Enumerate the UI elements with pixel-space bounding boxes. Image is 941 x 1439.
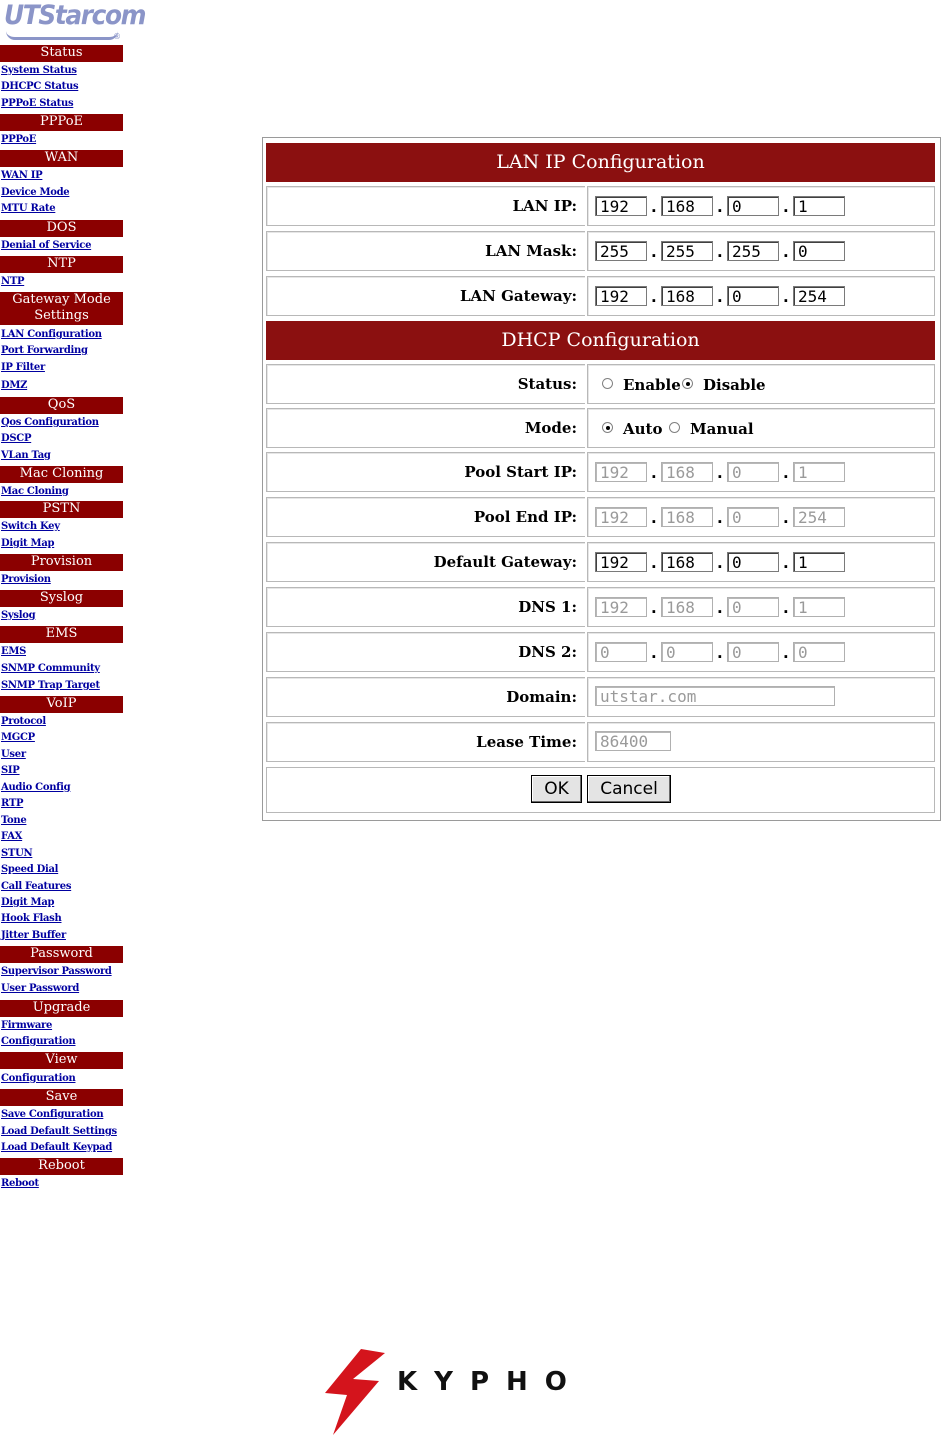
sidebar-link-pppoe-status[interactable]: PPPoE Status	[1, 98, 74, 109]
sidebar-link-dhcpc-status[interactable]: DHCPC Status	[1, 81, 79, 92]
default-gateway-label: Default Gateway:	[433, 553, 577, 571]
sidebar-header-upgrade: Upgrade	[0, 1000, 123, 1017]
sidebar-link-provision[interactable]: Provision	[1, 574, 51, 585]
lan-ip-octet-2[interactable]	[661, 196, 713, 216]
dhcp-mode-row	[266, 408, 935, 448]
sidebar-link-stun[interactable]: STUN	[1, 848, 33, 859]
sidebar-link-supervisor-password[interactable]: Supervisor Password	[1, 966, 112, 977]
dns1-octet-2[interactable]	[661, 597, 713, 617]
default-gateway-octet-3[interactable]	[727, 552, 779, 572]
sidebar-link-upgrade-configuration[interactable]: Configuration	[1, 1036, 76, 1047]
sidebar-link-load-default-settings[interactable]: Load Default Settings	[1, 1126, 117, 1137]
sidebar-link-syslog[interactable]: Syslog	[1, 610, 36, 621]
sidebar-link-ems[interactable]: EMS	[1, 646, 27, 657]
pool-end-octet-3[interactable]	[727, 507, 779, 527]
sidebar-link-firmware[interactable]: Firmware	[1, 1020, 53, 1031]
pool-start-octet-1[interactable]	[595, 462, 647, 482]
lan-mask-octet-4[interactable]	[793, 241, 845, 261]
pool-start-octet-4[interactable]	[793, 462, 845, 482]
lan-dhcp-config-form	[262, 137, 941, 821]
sidebar-link-switch-key[interactable]: Switch Key	[1, 521, 60, 532]
registered-mark: ®	[113, 32, 121, 41]
sidebar-link-hook-flash[interactable]: Hook Flash	[1, 913, 62, 924]
form-buttons-row	[266, 767, 935, 813]
sidebar-link-ip-filter[interactable]: IP Filter	[1, 362, 45, 373]
domain-row	[266, 677, 935, 717]
sidebar-header-ntp: NTP	[0, 256, 123, 273]
ok-button[interactable]: OK	[531, 775, 582, 803]
pool-start-ip-label: Pool Start IP:	[464, 463, 577, 481]
sidebar-header-dos: DOS	[0, 220, 123, 237]
sidebar-link-load-default-keypad[interactable]: Load Default Keypad	[1, 1142, 113, 1153]
sidebar-link-device-mode[interactable]: Device Mode	[1, 187, 70, 198]
lan-ip-row: LAN IP: 192 . 168 . 0 . 1	[266, 186, 935, 226]
sidebar-link-user-password[interactable]: User Password	[1, 983, 80, 994]
dns1-octet-4[interactable]	[793, 597, 845, 617]
sidebar-link-tone[interactable]: Tone	[1, 815, 27, 826]
dhcp-mode-auto-label: Auto	[623, 420, 663, 438]
sidebar-link-dscp[interactable]: DSCP	[1, 433, 32, 444]
lan-ip-configuration-title: LAN IP Configuration	[266, 143, 935, 182]
sidebar-header-pstn: PSTN	[0, 501, 123, 518]
dns1-octet-1[interactable]	[595, 597, 647, 617]
sidebar-link-protocol[interactable]: Protocol	[1, 716, 46, 727]
pool-end-octet-2[interactable]	[661, 507, 713, 527]
lan-mask-row: LAN Mask: 255 . 255 . 255 . 0	[266, 231, 935, 271]
sidebar-header-voip: VoIP	[0, 696, 123, 713]
sidebar-header-mac-cloning: Mac Cloning	[0, 466, 123, 483]
sidebar-link-view-configuration[interactable]: Configuration	[1, 1073, 76, 1084]
sidebar-link-snmp-community[interactable]: SNMP Community	[1, 663, 100, 674]
pool-end-ip-label: Pool End IP:	[473, 508, 577, 526]
sidebar-link-user[interactable]: User	[1, 749, 26, 760]
lan-ip-octet-3[interactable]	[727, 196, 779, 216]
lan-mask-label: LAN Mask:	[485, 242, 577, 260]
sidebar-link-system-status[interactable]: System Status	[1, 65, 77, 76]
lan-mask-octet-3[interactable]	[727, 241, 779, 261]
sidebar-link-jitter-buffer[interactable]: Jitter Buffer	[1, 930, 66, 941]
sidebar-link-snmp-trap-target[interactable]: SNMP Trap Target	[1, 680, 100, 691]
lan-ip-octet-4[interactable]	[793, 196, 845, 216]
sidebar-header-syslog: Syslog	[0, 590, 123, 607]
sidebar-header-status: Status	[0, 45, 123, 62]
lan-gateway-octet-2[interactable]	[661, 286, 713, 306]
sidebar-link-voip-digit-map[interactable]: Digit Map	[1, 897, 55, 908]
default-gateway-octet-2[interactable]	[661, 552, 713, 572]
utstarcom-logo	[0, 0, 146, 44]
sidebar-link-lan-configuration[interactable]: LAN Configuration	[1, 329, 102, 340]
domain-label: Domain:	[506, 688, 577, 706]
dhcp-status-row	[266, 364, 935, 404]
sidebar-header-wan: WAN	[0, 150, 123, 167]
sidebar-link-audio-config[interactable]: Audio Config	[1, 782, 71, 793]
sidebar	[0, 0, 146, 1189]
sidebar-link-dmz[interactable]: DMZ	[1, 380, 28, 391]
sidebar-link-speed-dial[interactable]: Speed Dial	[1, 864, 59, 875]
sidebar-header-ems: EMS	[0, 626, 123, 643]
dns2-octet-1[interactable]	[595, 642, 647, 662]
sidebar-link-ntp[interactable]: NTP	[1, 276, 25, 287]
pool-start-octet-3[interactable]	[727, 462, 779, 482]
dhcp-mode-manual-label: Manual	[690, 420, 754, 438]
sidebar-header-provision: Provision	[0, 554, 123, 571]
logo-swoosh	[6, 31, 118, 40]
dhcp-status-enable-label: Enable	[623, 376, 681, 394]
sidebar-link-reboot[interactable]: Reboot	[1, 1178, 39, 1189]
sidebar-header-password: Password	[0, 946, 123, 963]
sidebar-link-sip[interactable]: SIP	[1, 765, 20, 776]
lan-gateway-octet-1[interactable]	[595, 286, 647, 306]
sidebar-link-call-features[interactable]: Call Features	[1, 881, 72, 892]
dhcp-status-disable-label: Disable	[703, 376, 766, 394]
sidebar-link-wan-ip[interactable]: WAN IP	[1, 170, 43, 181]
pool-end-ip-row: Pool End IP: 192 . 168 . 0 . 254	[266, 497, 935, 537]
default-gateway-row: Default Gateway: 192 . 168 . 0 . 1	[266, 542, 935, 582]
default-gateway-octet-1[interactable]	[595, 552, 647, 572]
lan-gateway-label: LAN Gateway:	[459, 287, 577, 305]
sidebar-link-pstn-digit-map[interactable]: Digit Map	[1, 538, 55, 549]
sidebar-link-rtp[interactable]: RTP	[1, 798, 24, 809]
dns2-octet-4[interactable]	[793, 642, 845, 662]
lan-mask-octet-2[interactable]	[661, 241, 713, 261]
sidebar-link-port-forwarding[interactable]: Port Forwarding	[1, 345, 88, 356]
dhcp-status-enable-radio[interactable]	[602, 378, 613, 389]
sidebar-link-denial-of-service[interactable]: Denial of Service	[1, 240, 92, 251]
sidebar-link-mgcp[interactable]: MGCP	[1, 732, 35, 743]
pool-start-octet-2[interactable]	[661, 462, 713, 482]
lan-gateway-octet-3[interactable]	[727, 286, 779, 306]
dhcp-mode-manual-radio[interactable]	[669, 422, 680, 433]
lan-ip-label: LAN IP:	[512, 197, 577, 215]
sidebar-header-reboot: Reboot	[0, 1158, 123, 1175]
dns1-row: DNS 1: 192 . 168 . 0 . 1	[266, 587, 935, 627]
lease-time-label: Lease Time:	[476, 733, 577, 751]
dns2-octet-2[interactable]	[661, 642, 713, 662]
sidebar-header-qos: QoS	[0, 397, 123, 414]
dhcp-mode-auto-radio[interactable]	[602, 422, 613, 433]
sidebar-header-view: View	[0, 1052, 123, 1069]
sidebar-link-mtu-rate[interactable]: MTU Rate	[1, 203, 56, 214]
dhcp-status-label: Status:	[517, 375, 577, 393]
cancel-button[interactable]: Cancel	[587, 775, 671, 803]
pool-end-octet-1[interactable]	[595, 507, 647, 527]
dns1-octet-3[interactable]	[727, 597, 779, 617]
sidebar-header-pppoe: PPPoE	[0, 114, 123, 131]
sidebar-link-pppoe[interactable]: PPPoE	[1, 134, 37, 145]
sidebar-header-save: Save	[0, 1089, 123, 1106]
domain-input[interactable]	[595, 686, 835, 706]
dhcp-configuration-title: DHCP Configuration	[266, 321, 935, 360]
lan-gateway-row: LAN Gateway: 192 . 168 . 0 . 254	[266, 276, 935, 316]
sidebar-link-save-configuration[interactable]: Save Configuration	[1, 1109, 104, 1120]
sidebar-link-qos-configuration[interactable]: Qos Configuration	[1, 417, 99, 428]
pool-start-ip-row: Pool Start IP: 192 . 168 . 0 . 1	[266, 452, 935, 492]
dns1-label: DNS 1:	[518, 598, 577, 616]
sidebar-link-fax[interactable]: FAX	[1, 831, 23, 842]
lease-time-input[interactable]	[595, 731, 671, 751]
skypho-logo	[297, 1343, 643, 1439]
sidebar-link-mac-cloning[interactable]: Mac Cloning	[1, 486, 69, 497]
dhcp-mode-label: Mode:	[524, 419, 577, 437]
dns2-octet-3[interactable]	[727, 642, 779, 662]
sidebar-link-vlan-tag[interactable]: VLan Tag	[1, 450, 51, 461]
dns2-label: DNS 2:	[518, 643, 577, 661]
sidebar-header-gateway-mode-settings: Gateway Mode Settings	[0, 292, 123, 325]
lease-time-row	[266, 722, 935, 762]
lan-gateway-octet-4[interactable]	[793, 286, 845, 306]
pool-end-octet-4[interactable]	[793, 507, 845, 527]
lan-mask-octet-1[interactable]	[595, 241, 647, 261]
lan-ip-octet-1[interactable]	[595, 196, 647, 216]
dhcp-status-disable-radio[interactable]	[682, 378, 693, 389]
default-gateway-octet-4[interactable]	[793, 552, 845, 572]
skypho-wordmark: KYPHO	[397, 1367, 584, 1397]
dns2-row: DNS 2: 0 . 0 . 0 . 0	[266, 632, 935, 672]
logo-text: UTStarcom	[4, 0, 146, 31]
